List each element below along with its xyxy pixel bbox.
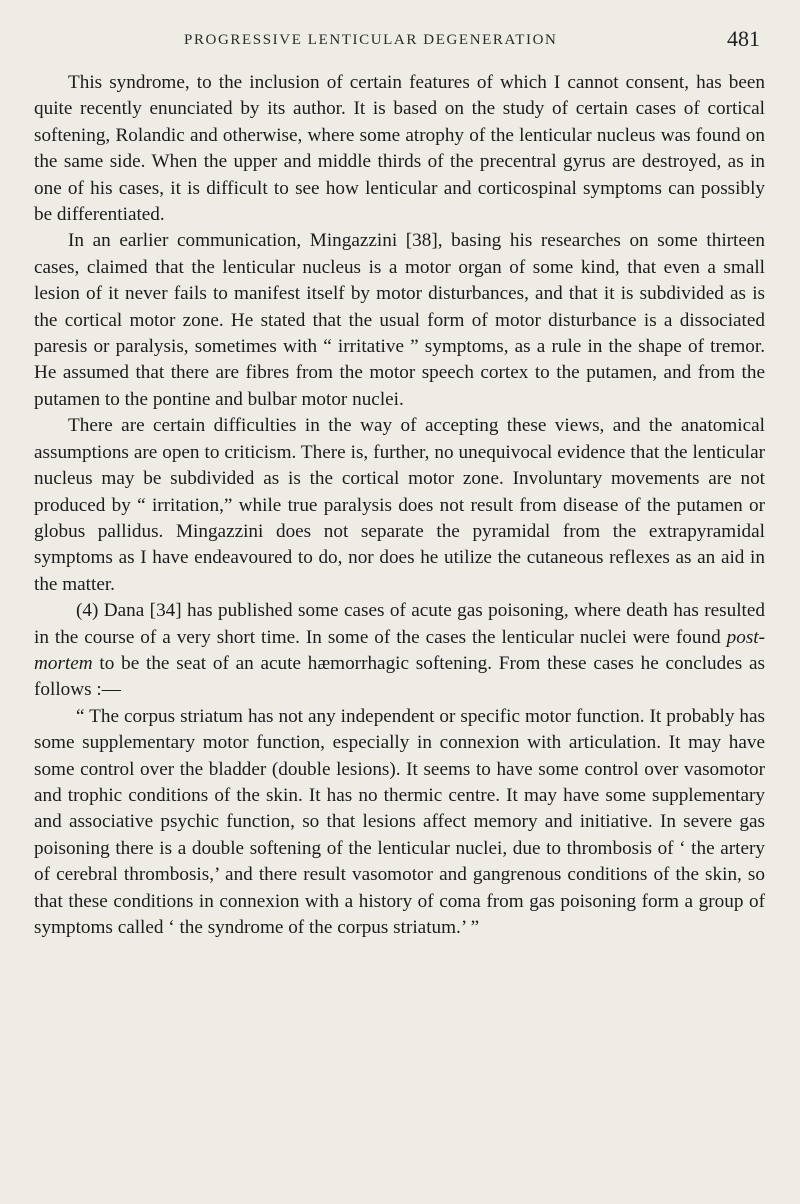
paragraph-4-lead: (4) Dana [34] has published some cases of acute gas poisoning, where death has resulted in the course of a very short time. In some of the cases the lenticular nuclei were found: [34, 600, 765, 648]
paragraph-2: In an earlier communication, Mingazzini [38], basing his researches on some thirteen cases, claimed that the lenticular nucleus is a motor organ of some kind, that even a small lesion of it never fails to manifest itself by motor disturbances, and that it is subdivided as is the cortical motor zone. He stated that the usual form of motor disturbance is a dissociated paresis or paralysis, sometimes with “ irritative ” symptoms, as a rule in the shape of tremor. He assumed that there are fibres from the motor speech cortex to the putamen, and from the putamen to the pontine and bulbar motor nuclei.: [34, 230, 765, 410]
quotation-paragraph: “ The corpus striatum has not any independent or specific motor function. It probably has some supplementary motor function, especially in connexion with articulation. It may have some control over the bladder (double lesions). It seems to have some control over vasomotor and trophic conditions of the skin. It has no thermic centre. It may have some supplementary and associative psychic function, so that lesions affect memory and initiative. In severe gas poisoning there is a double softening of the lenticular nuclei, due to thrombosis of ‘ the artery of cerebral thrombosis,’ and there result vasomotor and gangrenous conditions of the skin, so that these conditions in connexion with a history of coma from gas poisoning form a group of symptoms called ‘ the syndrome of the corpus striatum.’ ”: [34, 705, 765, 938]
paragraph-1: This syndrome, to the inclusion of certain features of which I cannot consent, has been quite recently enunciated by its author. It is based on the study of certain cases of cortical softening, Rolandic and otherwise, where some atrophy of the lenticular nucleus was found on the same side. When the upper and middle thirds of the precentral gyrus are destroyed, as in one of his cases, it is difficult to see how lenticular and corticospinal symptoms can possibly be differentiated.: [34, 72, 765, 226]
paragraph-4: [34, 598, 765, 704]
paragraph-4-tail: to be the seat of an acute hæmorrhagic softening. From these cases he concludes as follows :—: [34, 652, 765, 701]
body-text: [34, 70, 765, 941]
paragraph-3: There are certain difficulties in the way of accepting these views, and the anatomical assumptions are open to criticism. There is, further, no unequivocal evidence that the lenticular nucleus may be subdivided as is the cortical motor zone. Involuntary movements are not produced by “ irritation,” while true paralysis does not result from disease of the putamen or globus pallidus. Mingazzini does not separate the pyramidal from the extrapyramidal symptoms as I have endeavoured to do, nor does he utilize the cutaneous reflexes as an aid in the matter.: [34, 415, 765, 595]
page-number: 481: [727, 26, 760, 51]
running-title: PROGRESSIVE LENTICULAR DEGENERATION: [184, 32, 558, 48]
paragraph-4-italic: post-mortem: [34, 626, 765, 674]
running-head: [34, 26, 760, 56]
